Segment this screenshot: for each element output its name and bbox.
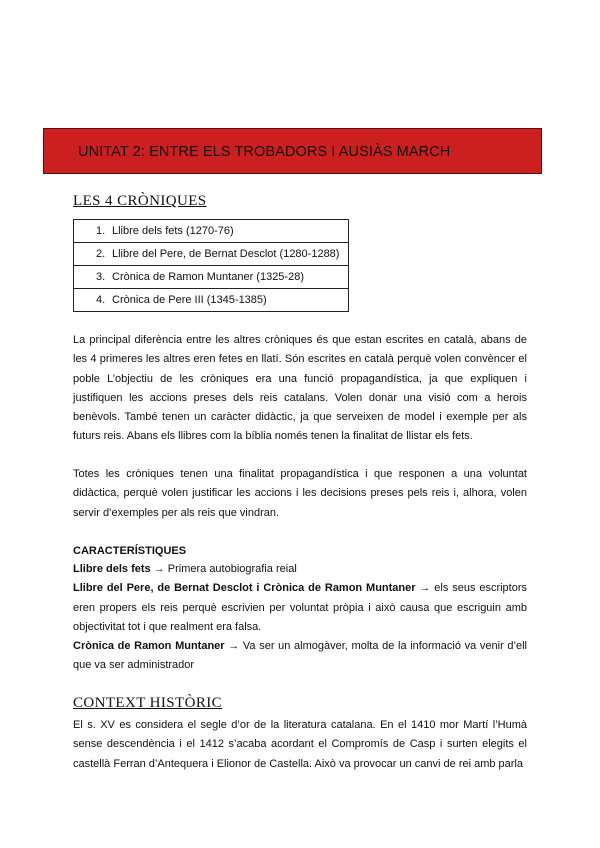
unit-title: UNITAT 2: ENTRE ELS TROBADORS I AUSIÀS MARCH [78, 144, 451, 160]
row-text: Llibre dels fets (1270-76) [112, 225, 234, 237]
characteristic-title: Llibre dels fets [73, 563, 151, 575]
context-heading: CONTEXT HISTÒRIC [73, 695, 223, 711]
characteristic-text: → Primera autobiografia reial [150, 563, 297, 575]
characteristic-item [73, 560, 527, 579]
row-number: 1. [96, 225, 106, 237]
row-number: 3. [96, 271, 106, 283]
chronicles-paragraph-1: La principal diferència entre les altres cròniques és que estan escrites en català, abans de les 4 primeres les altres eren fetes en llatí. Són escrites en català perquè volen convèncer el poble L’objectiu de les cròniques era una funció propagandística, ja que expliquen i justifiquen les accions preses dels reis catalans. Volen donar una visió com a herois benèvols. També tenen un caràcter didàctic, ja que serveixen de model i exemple per als futurs reis. Abans els llibres com la bíblia només tenen la finalitat de llistar els fets. [73, 334, 527, 443]
row-number: 4. [96, 294, 106, 306]
table-row [74, 289, 349, 312]
characteristic-item [73, 579, 527, 637]
context-paragraph: El s. XV es considera el segle d’or de la literatura catalana. En el 1410 mor Martí l’Humà sense descendència i el 1412 s’acaba acordant el Compromís de Casp i surten elegits el castellà Ferran d’Antequera i Elionor de Castella. Això va provocar un canvi de rei amb parla [73, 719, 527, 770]
characteristics-heading: CARACTERÍSTIQUES [73, 545, 187, 557]
characteristic-title: Llibre del Pere, de Bernat Desclot i Crònica de Ramon Muntaner [73, 582, 416, 595]
characteristic-item [73, 637, 527, 676]
characteristic-text: → Va ser un almogàver, molta de la informació va venir d’ell que va ser administrador [73, 640, 527, 672]
chronicles-heading: LES 4 CRÒNIQUES [73, 193, 207, 209]
characteristic-text: → els seus escriptors eren propers els reis perquè escrivien per voluntat pròpia i això causa que escriguin amb objectivitat tot i que realment era falsa. [73, 582, 527, 633]
table-row [74, 266, 349, 289]
chronicles-paragraph-2: Totes les cròniques tenen una finalitat propagandística i que responen a una voluntat didàctica, perquè volen justificar les accions i les decisions preses pels reis i, alhora, volen servir d’exemples per als reis que vindran. [73, 468, 527, 519]
characteristic-title: Crònica de Ramon Muntaner [73, 640, 225, 653]
row-text: Llibre del Pere, de Bernat Desclot (1280-1288) [112, 248, 340, 260]
row-text: Crònica de Pere III (1345-1385) [112, 294, 267, 306]
table-row [74, 220, 349, 243]
row-number: 2. [96, 248, 106, 260]
chronicles-table [73, 219, 349, 312]
table-row [74, 243, 349, 266]
characteristics-list [73, 560, 527, 676]
unit-title-banner [43, 128, 542, 174]
row-text: Crònica de Ramon Muntaner (1325-28) [112, 271, 304, 283]
